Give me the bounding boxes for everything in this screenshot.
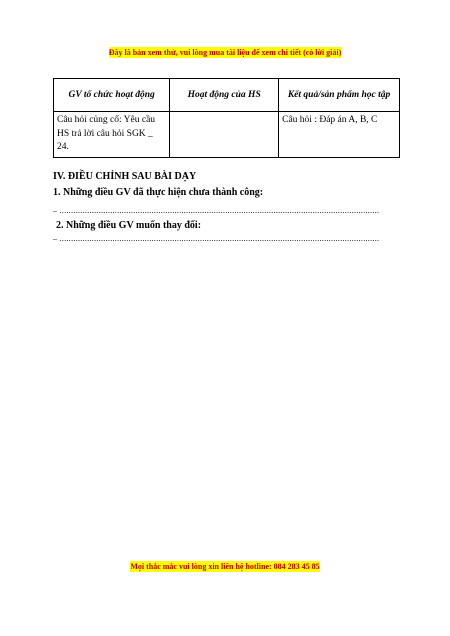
table-row: [54, 112, 400, 158]
cell-result: Câu hỏi : Đáp án A, B, C: [279, 112, 400, 158]
header-result: Kết quả/sản phẩm học tập: [279, 79, 400, 112]
header-gv-activity: GV tổ chức hoạt động: [54, 79, 170, 112]
header-hs-activity: Hoạt động của HS: [170, 79, 279, 112]
preview-notice-text: Đây là bản xem thử, vui lòng mua tài liệu để xem chi tiết (có lời giải): [108, 48, 342, 57]
cell-hs-activity: [170, 112, 279, 158]
section-heading: IV. ĐIỀU CHỈNH SAU BÀI DẠY: [53, 171, 197, 182]
fill-in-line: – ...........................................................................................................................................: [53, 234, 380, 243]
table-header-row: [54, 79, 400, 112]
fill-in-line: – ...........................................................................................................................................: [53, 206, 380, 215]
hotline-text: Mọi thắc mắc vui lòng xin liên hệ hotline: 084 283 45 85: [130, 562, 320, 571]
preview-notice-banner: [0, 48, 450, 57]
subheading-unsuccessful: 1. Những điều GV đã thực hiện chưa thành công:: [53, 187, 264, 198]
cell-gv-activity: Câu hỏi củng cố: Yêu cầu HS trả lời câu hỏi SGK _ 24.: [54, 112, 170, 158]
subheading-changes: 2. Những điều GV muốn thay đổi:: [56, 220, 202, 231]
activity-table: [53, 78, 400, 158]
hotline-banner: [0, 562, 450, 571]
